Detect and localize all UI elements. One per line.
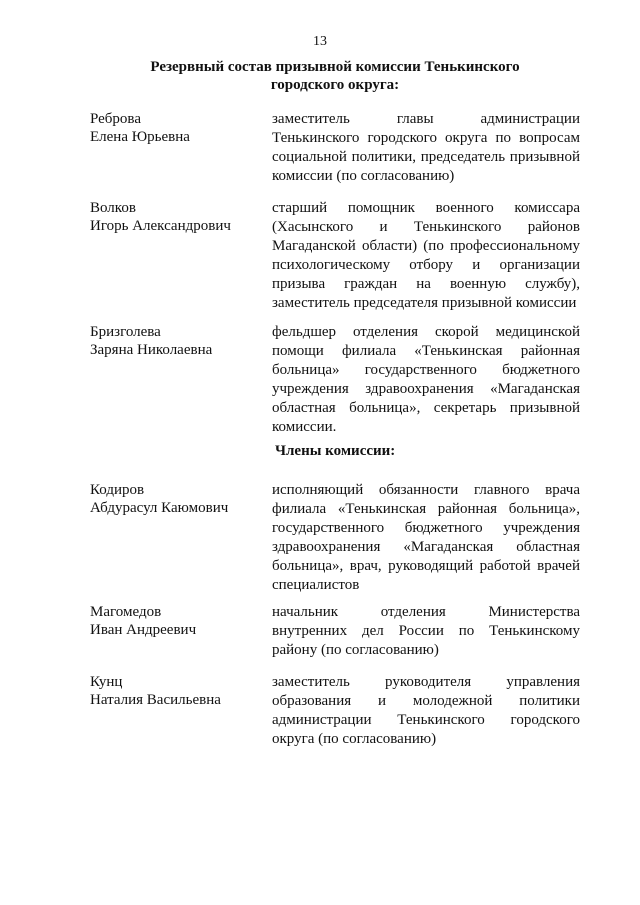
person-name <box>90 323 260 359</box>
person-surname: Бризголева <box>90 324 161 340</box>
person-surname: Кодиров <box>90 482 145 498</box>
person-given-name: Иван Андреевич <box>90 622 197 638</box>
person-surname: Реброва <box>90 111 141 127</box>
person-role: фельдшер отделения скорой медицинской помощи филиала «Тенькинская районная больница» государственного бюджетного учреждения здравоохранения «Магаданская областная больница», секретарь призывной комиссии. <box>272 324 580 435</box>
person-given-name: Елена Юрьевна <box>90 129 190 145</box>
members-heading: Члены комиссии: <box>275 443 396 459</box>
person-given-name: Наталия Васильевна <box>90 692 221 708</box>
page-number: 13 <box>313 34 327 49</box>
person-given-name: Заряна Николаевна <box>90 342 213 358</box>
title-line-2: городского округа: <box>270 77 400 93</box>
person-surname: Кунц <box>90 674 123 690</box>
person-role: заместитель руководителя управления образования и молодежной политики администрации Тенькинского городского округа (по согласованию) <box>272 674 580 747</box>
person-surname: Магомедов <box>90 604 162 620</box>
person-role: исполняющий обязанности главного врача филиала «Тенькинская районная больница», государственного бюджетного учреждения здравоохранения «Магаданская областная больница», врач, руководящий работой врачей специалистов <box>272 482 580 593</box>
person-given-name: Абдурасул Каюмович <box>90 500 229 516</box>
person-surname: Волков <box>90 200 136 216</box>
person-role: начальник отделения Министерства внутренних дел России по Тенькинскому району (по согласованию) <box>272 604 580 658</box>
person-role: заместитель главы администрации Тенькинского городского округа по вопросам социальной политики, председатель призывной комиссии (по согласованию) <box>272 111 580 184</box>
person-given-name: Игорь Александрович <box>90 218 231 234</box>
person-name <box>90 481 260 517</box>
title-line-1: Резервный состав призывной комиссии Тенькинского <box>150 59 520 75</box>
person-name <box>90 673 260 709</box>
person-name <box>90 603 260 639</box>
document-title <box>130 58 540 94</box>
person-name <box>90 110 260 146</box>
person-name <box>90 199 260 235</box>
person-role: старший помощник военного комиссара (Хасынского и Тенькинского районов Магаданской области) (по профессиональному психологическому отбору и организации призыва граждан на военную службу), заместитель председателя призывной комиссии <box>272 200 580 311</box>
